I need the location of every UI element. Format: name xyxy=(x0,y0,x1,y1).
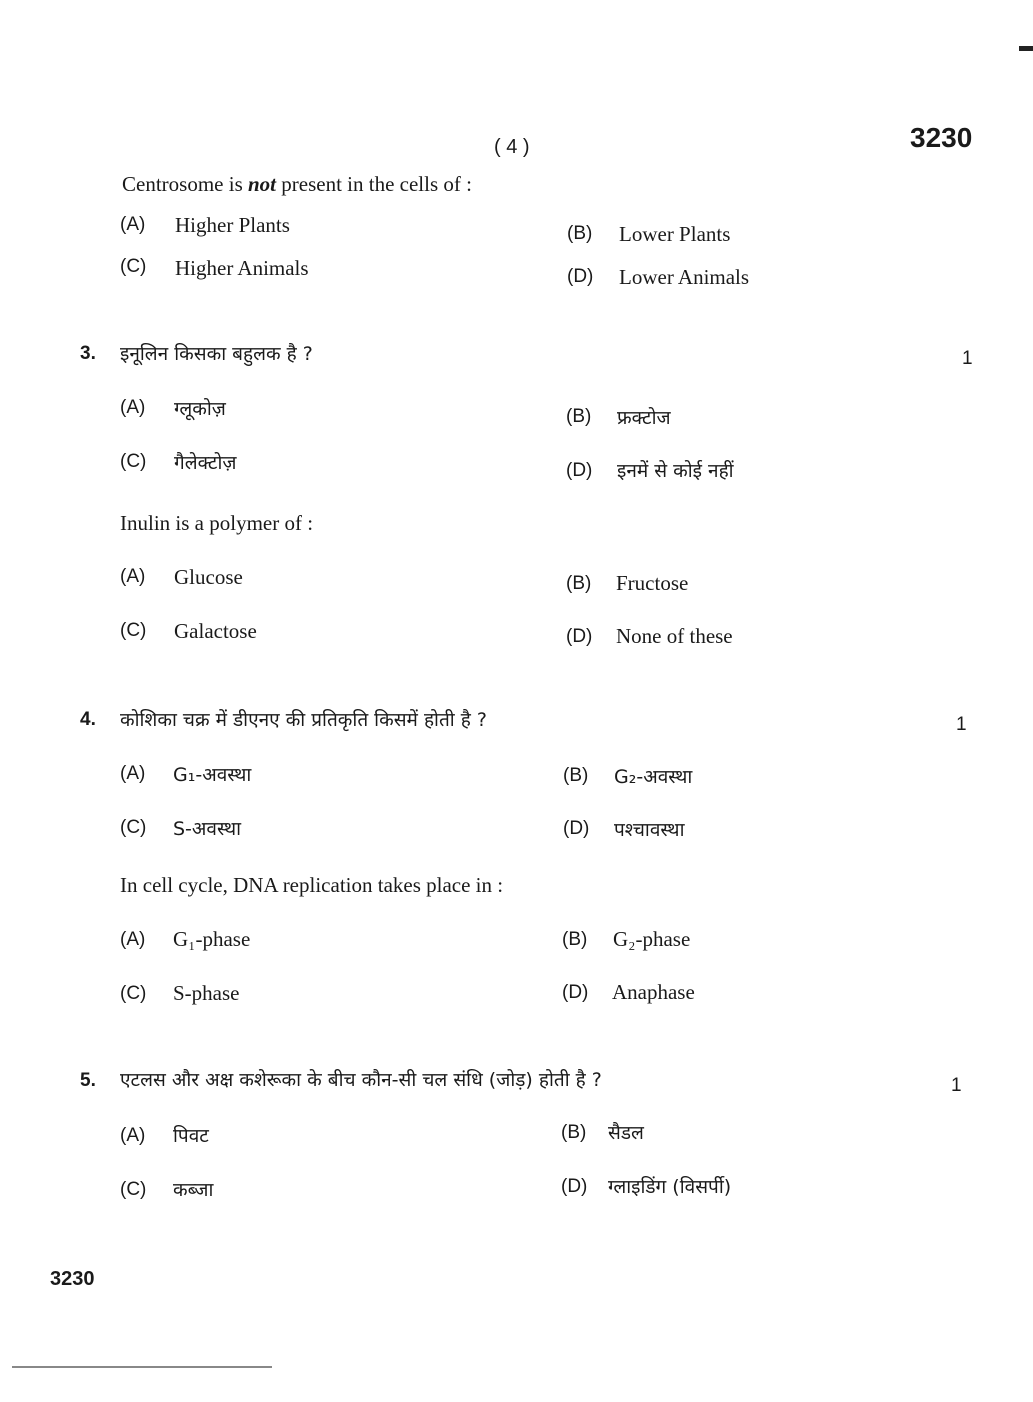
scan-edge-rule xyxy=(12,1366,272,1368)
q4-hi-a-label: (A) xyxy=(120,763,146,784)
q3-en-c-text: Galactose xyxy=(174,619,257,643)
q3-en-d-text: None of these xyxy=(616,624,733,648)
q3-hi-b-text: फ्रक्टोज xyxy=(617,407,671,429)
q3-question-en: Inulin is a polymer of : xyxy=(120,511,314,535)
q4-hi-a-text: G₁-अवस्था xyxy=(173,764,252,786)
q3-en-a-label: (A) xyxy=(120,566,146,587)
q5-hi-c-label: (C) xyxy=(120,1179,147,1200)
q3-hi-b-label: (B) xyxy=(566,406,592,427)
q4-marks: 1 xyxy=(956,714,967,735)
q3-hi-a-text: ग्लूकोज़ xyxy=(174,398,226,420)
edge-mark xyxy=(1019,46,1033,51)
q4-en-d-label: (D) xyxy=(562,982,589,1003)
q4-hi-d-text: पश्चावस्था xyxy=(614,819,685,841)
q3-hi-a-label: (A) xyxy=(120,397,146,418)
q4-en-d-text: Anaphase xyxy=(612,980,695,1004)
q5-marks: 1 xyxy=(951,1075,962,1096)
option-text: Higher Animals xyxy=(175,256,309,280)
q4-question-hi: कोशिका चक्र में डीएनए की प्रतिकृति किसमें होती है ? xyxy=(120,709,487,731)
q4-en-b-label: (B) xyxy=(562,929,588,950)
page-number: ( 4 ) xyxy=(494,136,530,158)
q5-hi-d-label: (D) xyxy=(561,1176,588,1197)
q3-question-hi: इनूलिन किसका बहुलक है ? xyxy=(120,343,313,365)
q5-hi-b-text: सैडल xyxy=(608,1122,644,1144)
q4-hi-d-label: (D) xyxy=(563,818,590,839)
q3-en-a-text: Glucose xyxy=(174,565,243,589)
q3-hi-c-label: (C) xyxy=(120,451,147,472)
q4-en-c-label: (C) xyxy=(120,983,147,1004)
q2-question-en: Centrosome is not present in the cells of : xyxy=(122,172,472,196)
q3-number: 3. xyxy=(80,343,96,364)
q5-hi-c-text: कब्जा xyxy=(173,1179,214,1201)
q4-en-a-text: G₁-phase xyxy=(173,927,251,951)
q5-number: 5. xyxy=(80,1070,96,1091)
q5-hi-b-label: (B) xyxy=(561,1122,587,1143)
q5-hi-a-label: (A) xyxy=(120,1125,146,1146)
q4-hi-b-label: (B) xyxy=(563,765,589,786)
option-label: (D) xyxy=(567,266,594,287)
paper-code-footer: 3230 xyxy=(50,1268,95,1290)
q4-question-en: In cell cycle, DNA replication takes place in : xyxy=(120,873,504,897)
q3-hi-c-text: गैलेक्टोज़ xyxy=(174,452,237,474)
q3-en-b-label: (B) xyxy=(566,573,592,594)
q4-hi-b-text: G₂-अवस्था xyxy=(614,766,693,788)
q3-en-b-text: Fructose xyxy=(616,571,689,595)
q4-hi-c-label: (C) xyxy=(120,817,147,838)
q4-en-c-text: S-phase xyxy=(173,981,240,1005)
q5-hi-a-text: पिवट xyxy=(173,1125,209,1147)
q4-hi-c-text: S-अवस्था xyxy=(173,818,242,840)
q5-question-hi: एटलस और अक्ष कशेरूका के बीच कौन-सी चल संधि (जोड़) होती है ? xyxy=(120,1069,602,1091)
option-text: Lower Plants xyxy=(619,222,731,246)
paper-code-header: 3230 xyxy=(910,122,973,153)
option-label: (C) xyxy=(120,256,147,277)
q4-en-a-label: (A) xyxy=(120,929,146,950)
q4-number: 4. xyxy=(80,709,96,730)
q3-hi-d-label: (D) xyxy=(566,460,593,481)
q3-marks: 1 xyxy=(962,348,973,369)
q4-en-b-text: G₂-phase xyxy=(613,927,691,951)
option-text: Higher Plants xyxy=(175,213,290,237)
q3-en-d-label: (D) xyxy=(566,626,593,647)
option-label: (B) xyxy=(567,223,593,244)
option-label: (A) xyxy=(120,214,146,235)
q3-hi-d-text: इनमें से कोई नहीं xyxy=(617,460,734,482)
option-text: Lower Animals xyxy=(619,265,750,289)
q3-en-c-label: (C) xyxy=(120,620,147,641)
q5-hi-d-text: ग्लाइडिंग (विसर्पी) xyxy=(608,1176,732,1198)
